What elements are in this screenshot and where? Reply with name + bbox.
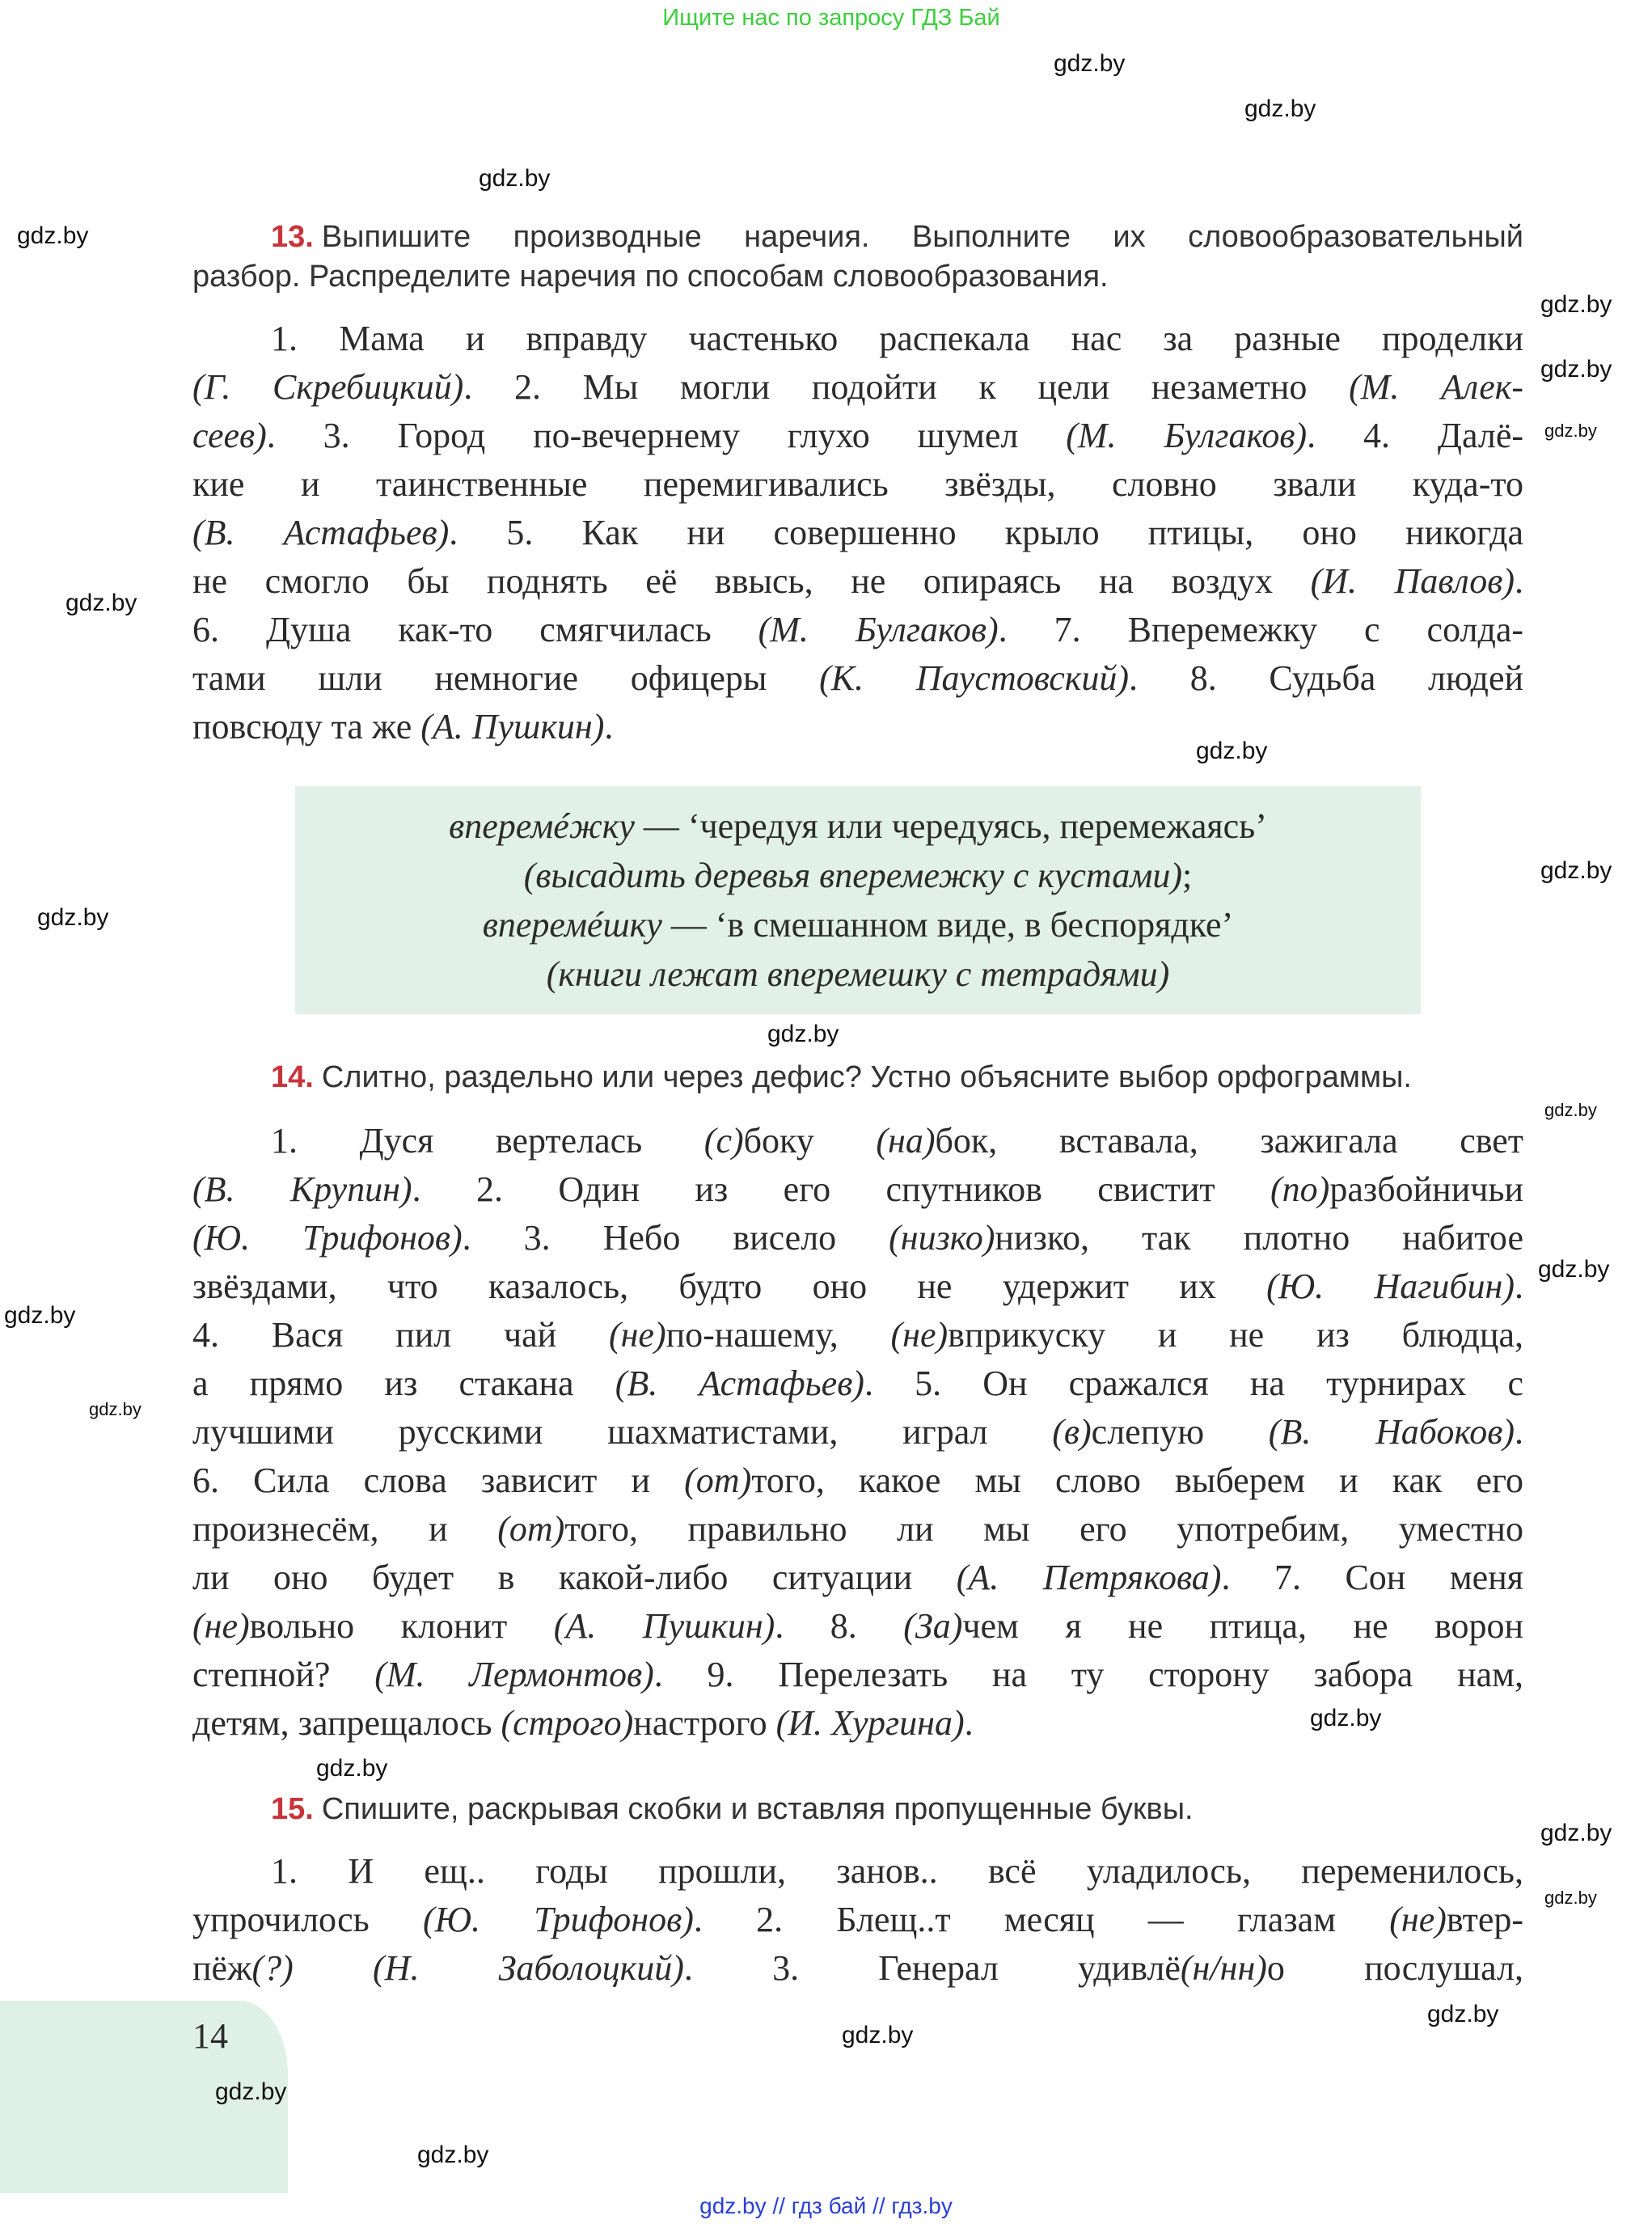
instruction-line [192,1058,1523,1097]
text-line [192,509,1523,557]
italic-text-segment: (Ю. Трифонов) [422,1900,694,1939]
text-line [192,1408,1523,1457]
text-line [192,1847,1523,1896]
text-line [192,1359,1523,1408]
text-line [192,315,1523,363]
text-segment: — ‘чередуя или чередуясь, перемежаясь’ [634,806,1267,846]
text-line [192,557,1523,606]
italic-text-segment: (За) [903,1606,963,1646]
watermark-text: gdz.by [1544,421,1597,441]
text-segment: 4. Вася пил чай [192,1315,609,1355]
text-segment: втер- [1446,1900,1523,1939]
italic-text-segment: (М. Алек- [1349,367,1523,407]
text-segment: степной? [192,1655,375,1694]
italic-text-segment: вперемéшку [482,905,662,945]
text-segment: . [1515,1412,1523,1452]
italic-text-segment: (в) [1052,1412,1092,1452]
watermark-text: gdz.by [842,2022,914,2049]
exercise-14-instruction [192,1058,1523,1097]
text-segment: . [1515,1266,1523,1306]
text-segment: . 3. Город по-вечернему глухо шумел [266,416,1067,455]
text-line [192,703,1523,751]
exercise-13-text [192,315,1523,751]
text-segment: лучшими русскими шахматистами, играл [192,1412,1053,1452]
text-segment: того, правильно ли мы его употребим, уместно [564,1509,1523,1549]
italic-text-segment: вперемéжку [449,806,635,846]
italic-text-segment: (Г. Скребицкий) [192,367,464,407]
text-segment: 1. И ещ.. годы прошли, занов.. всё уладилось, переменилось, [271,1851,1523,1891]
instruction-line [192,218,1523,257]
text-segment: по-нашему, [665,1315,891,1355]
watermark-text: gdz.by [1540,1820,1612,1846]
italic-text-segment: (по) [1270,1169,1330,1209]
instruction-text: Спишите, раскрывая скобки и вставляя пропущенные буквы. [321,1792,1194,1826]
watermark-text: gdz.by [417,2142,489,2168]
italic-text-segment: (М. Булгаков) [1066,416,1308,455]
italic-text-segment: (Н. Заболоцкий) [373,1948,684,1988]
text-line [192,1602,1523,1651]
text-line [192,1214,1523,1262]
text-segment: чем я не птица, не ворон [962,1606,1523,1646]
italic-text-segment: (от) [684,1461,752,1500]
watermark-text: gdz.by [89,1399,142,1419]
exercise-number: 14. [271,1060,314,1094]
text-segment: упрочилось [192,1900,423,1939]
watermark-text: gdz.by [37,904,109,931]
text-segment: бок, вставала, зажигала свет [935,1121,1523,1161]
watermark-text: gdz.by [4,1302,76,1329]
text-segment: 1. Дуся вертелась [271,1121,704,1161]
italic-text-segment: (В. Астафьев) [192,513,450,552]
italic-text-segment: (А. Пушкин) [553,1606,775,1646]
text-line [192,606,1523,654]
text-segment: . 9. Перелезать на ту сторону забора нам, [653,1655,1523,1694]
text-segment: . 2. Мы могли подойти к цели незаметно [463,367,1350,407]
text-line [192,1311,1523,1359]
instruction-line [192,257,1523,297]
watermark-text: gdz.by [1540,857,1612,884]
watermark-text: gdz.by [316,1755,388,1782]
text-segment: . 4. Далё- [1307,416,1523,455]
watermark-text: gdz.by [1054,50,1126,77]
watermark-text: gdz.by [1540,291,1612,318]
text-segment: . 3. Генерал удивлё [683,1948,1181,1988]
watermark-text: gdz.by [1538,1256,1610,1283]
text-segment: . 5. Он сражался на турнирах с [864,1364,1523,1403]
instruction-text: разбор. Распределите наречия по способам словообразования. [192,260,1109,294]
italic-text-segment: (не) [890,1315,949,1355]
italic-text-segment: (В. Крупин) [192,1169,412,1209]
text-line [192,1165,1523,1214]
italic-text-segment: (высадить деревья вперемежку с кустами) [523,856,1183,895]
text-segment: . 3. Небо висело [462,1218,889,1258]
text-line [192,1554,1523,1602]
italic-text-segment: (М. Лермонтов) [374,1655,654,1694]
italic-text-segment: (н/нн) [1180,1948,1267,1988]
text-segment: разбойничьи [1329,1169,1523,1209]
instruction-line [192,1790,1523,1829]
text-line [192,1944,1523,1993]
italic-text-segment: (М. Булгаков) [758,610,999,649]
watermark-text: gdz.by [1540,356,1612,383]
text-segment: — ‘в смешанном виде, в беспорядке’ [661,905,1234,945]
text-segment: не смогло бы поднять её ввысь, не опираясь на воздух [192,561,1311,601]
text-segment: тами шли немногие офицеры [192,658,820,698]
text-segment: звёздами, что казалось, будто оно не удержит их [192,1266,1267,1306]
text-segment: ли оно будет в какой-либо ситуации [192,1558,957,1597]
italic-text-segment: (низко) [889,1218,995,1258]
text-segment: . [604,707,614,746]
text-segment: о послушал, [1266,1948,1523,1988]
note-line [295,949,1421,999]
text-segment: 6. Душа как-то смягчилась [192,610,758,649]
text-segment: . [964,1703,974,1743]
italic-text-segment: (К. Паустовский) [819,658,1130,698]
text-line [192,1457,1523,1505]
text-line [192,1262,1523,1311]
italic-text-segment: (?) [251,1948,294,1988]
italic-text-segment: (А. Петрякова) [956,1558,1222,1597]
text-segment: кие и таинственные перемигивались звёзды, словно звали куда-то [192,464,1523,504]
note-line [295,801,1421,851]
text-line [192,460,1523,509]
vocabulary-note-box [295,786,1421,1014]
instruction-text: Выпишите производные наречия. Выполните их словообразовательный [321,220,1523,254]
text-line [192,363,1523,412]
watermark-text: gdz.by [1427,2001,1499,2027]
text-segment [294,1948,373,1988]
text-line [192,654,1523,703]
instruction-text: Слитно, раздельно или через дефис? Устно объясните выбор орфограммы. [321,1060,1412,1094]
italic-text-segment: (Ю. Трифонов) [192,1218,463,1258]
exercise-14-text [192,1117,1523,1748]
italic-text-segment: (не) [608,1315,666,1355]
text-segment: боку [743,1121,877,1161]
italic-text-segment: (И. Хургина) [775,1703,965,1743]
note-line [295,851,1421,900]
text-segment: 6. Сила слова зависит и [192,1461,685,1500]
text-line [192,1651,1523,1699]
italic-text-segment: (не) [192,1606,250,1646]
italic-text-segment: (А. Пушкин) [420,707,605,746]
text-segment: ; [1182,856,1193,895]
italic-text-segment: (И. Павлов) [1310,561,1515,601]
watermark-text: gdz.by [1544,1888,1597,1908]
top-search-note: Ищите нас по запросу ГДЗ Бай [662,5,1000,31]
watermark-text: gdz.by [215,2078,287,2105]
text-segment: . [1515,561,1523,601]
text-segment: того, какое мы слово выберем и как его [751,1461,1523,1500]
italic-text-segment: (не) [1389,1900,1447,1939]
watermark-text: gdz.by [479,165,551,192]
italic-text-segment: (строго) [501,1703,634,1743]
footer-links: gdz.by // гдз бай // гдз.by [699,2193,953,2218]
text-segment: повсюду та же [192,707,421,746]
italic-text-segment: (Ю. Нагибин) [1266,1266,1515,1306]
text-segment: настрого [633,1703,776,1743]
exercise-15-instruction [192,1790,1523,1829]
italic-text-segment: (с) [703,1121,744,1161]
italic-text-segment: (В. Астафьев) [615,1364,864,1403]
text-segment: вприкуску и не из блюдца, [948,1315,1523,1355]
vocabulary-note-text [295,801,1421,999]
watermark-text: gdz.by [1544,1100,1597,1120]
watermark-text: gdz.by [1244,95,1316,122]
italic-text-segment: (В. Набоков) [1268,1412,1515,1452]
text-segment: . 8. [775,1606,904,1646]
text-segment: . 5. Как ни совершенно крыло птицы, оно никогда [449,513,1523,552]
text-segment: вольно клонит [249,1606,554,1646]
exercise-15-text [192,1847,1523,1993]
italic-text-segment: сеев) [192,416,267,455]
text-segment: детям, запрещалось [192,1703,501,1743]
text-segment: . 2. Блещ..т месяц — глазам [693,1900,1390,1939]
text-line [192,1505,1523,1554]
text-segment: пёж [192,1948,252,1988]
watermark-text: gdz.by [1196,738,1268,764]
exercise-number: 13. [271,220,314,254]
text-segment: произнесём, и [192,1509,498,1549]
exercise-13-instruction [192,218,1523,297]
watermark-text: gdz.by [17,222,89,249]
text-line [192,1117,1523,1165]
watermark-text: gdz.by [1310,1705,1382,1731]
text-segment: 1. Мама и вправду частенько распекала нас за разные проделки [271,319,1523,358]
text-line [192,1896,1523,1944]
text-segment: . 7. Вперемежку с солда- [998,610,1523,649]
italic-text-segment: (на) [876,1121,936,1161]
note-line [295,900,1421,949]
watermark-text: gdz.by [65,590,137,616]
italic-text-segment: (от) [497,1509,565,1549]
page-number: 14 [192,2016,228,2056]
text-segment: . 7. Сон меня [1221,1558,1523,1597]
text-segment: низко, так плотно набитое [995,1218,1523,1258]
italic-text-segment: (книги лежат вперемешку с тетрадями) [546,954,1170,994]
exercise-number: 15. [271,1792,314,1826]
text-line [192,412,1523,460]
text-segment: . 2. Один из его спутников свистит [412,1169,1270,1209]
text-segment: слепую [1091,1412,1269,1452]
watermark-text: gdz.by [767,1021,839,1047]
text-segment: а прямо из стакана [192,1364,615,1403]
text-segment: . 8. Судьба людей [1129,658,1523,698]
